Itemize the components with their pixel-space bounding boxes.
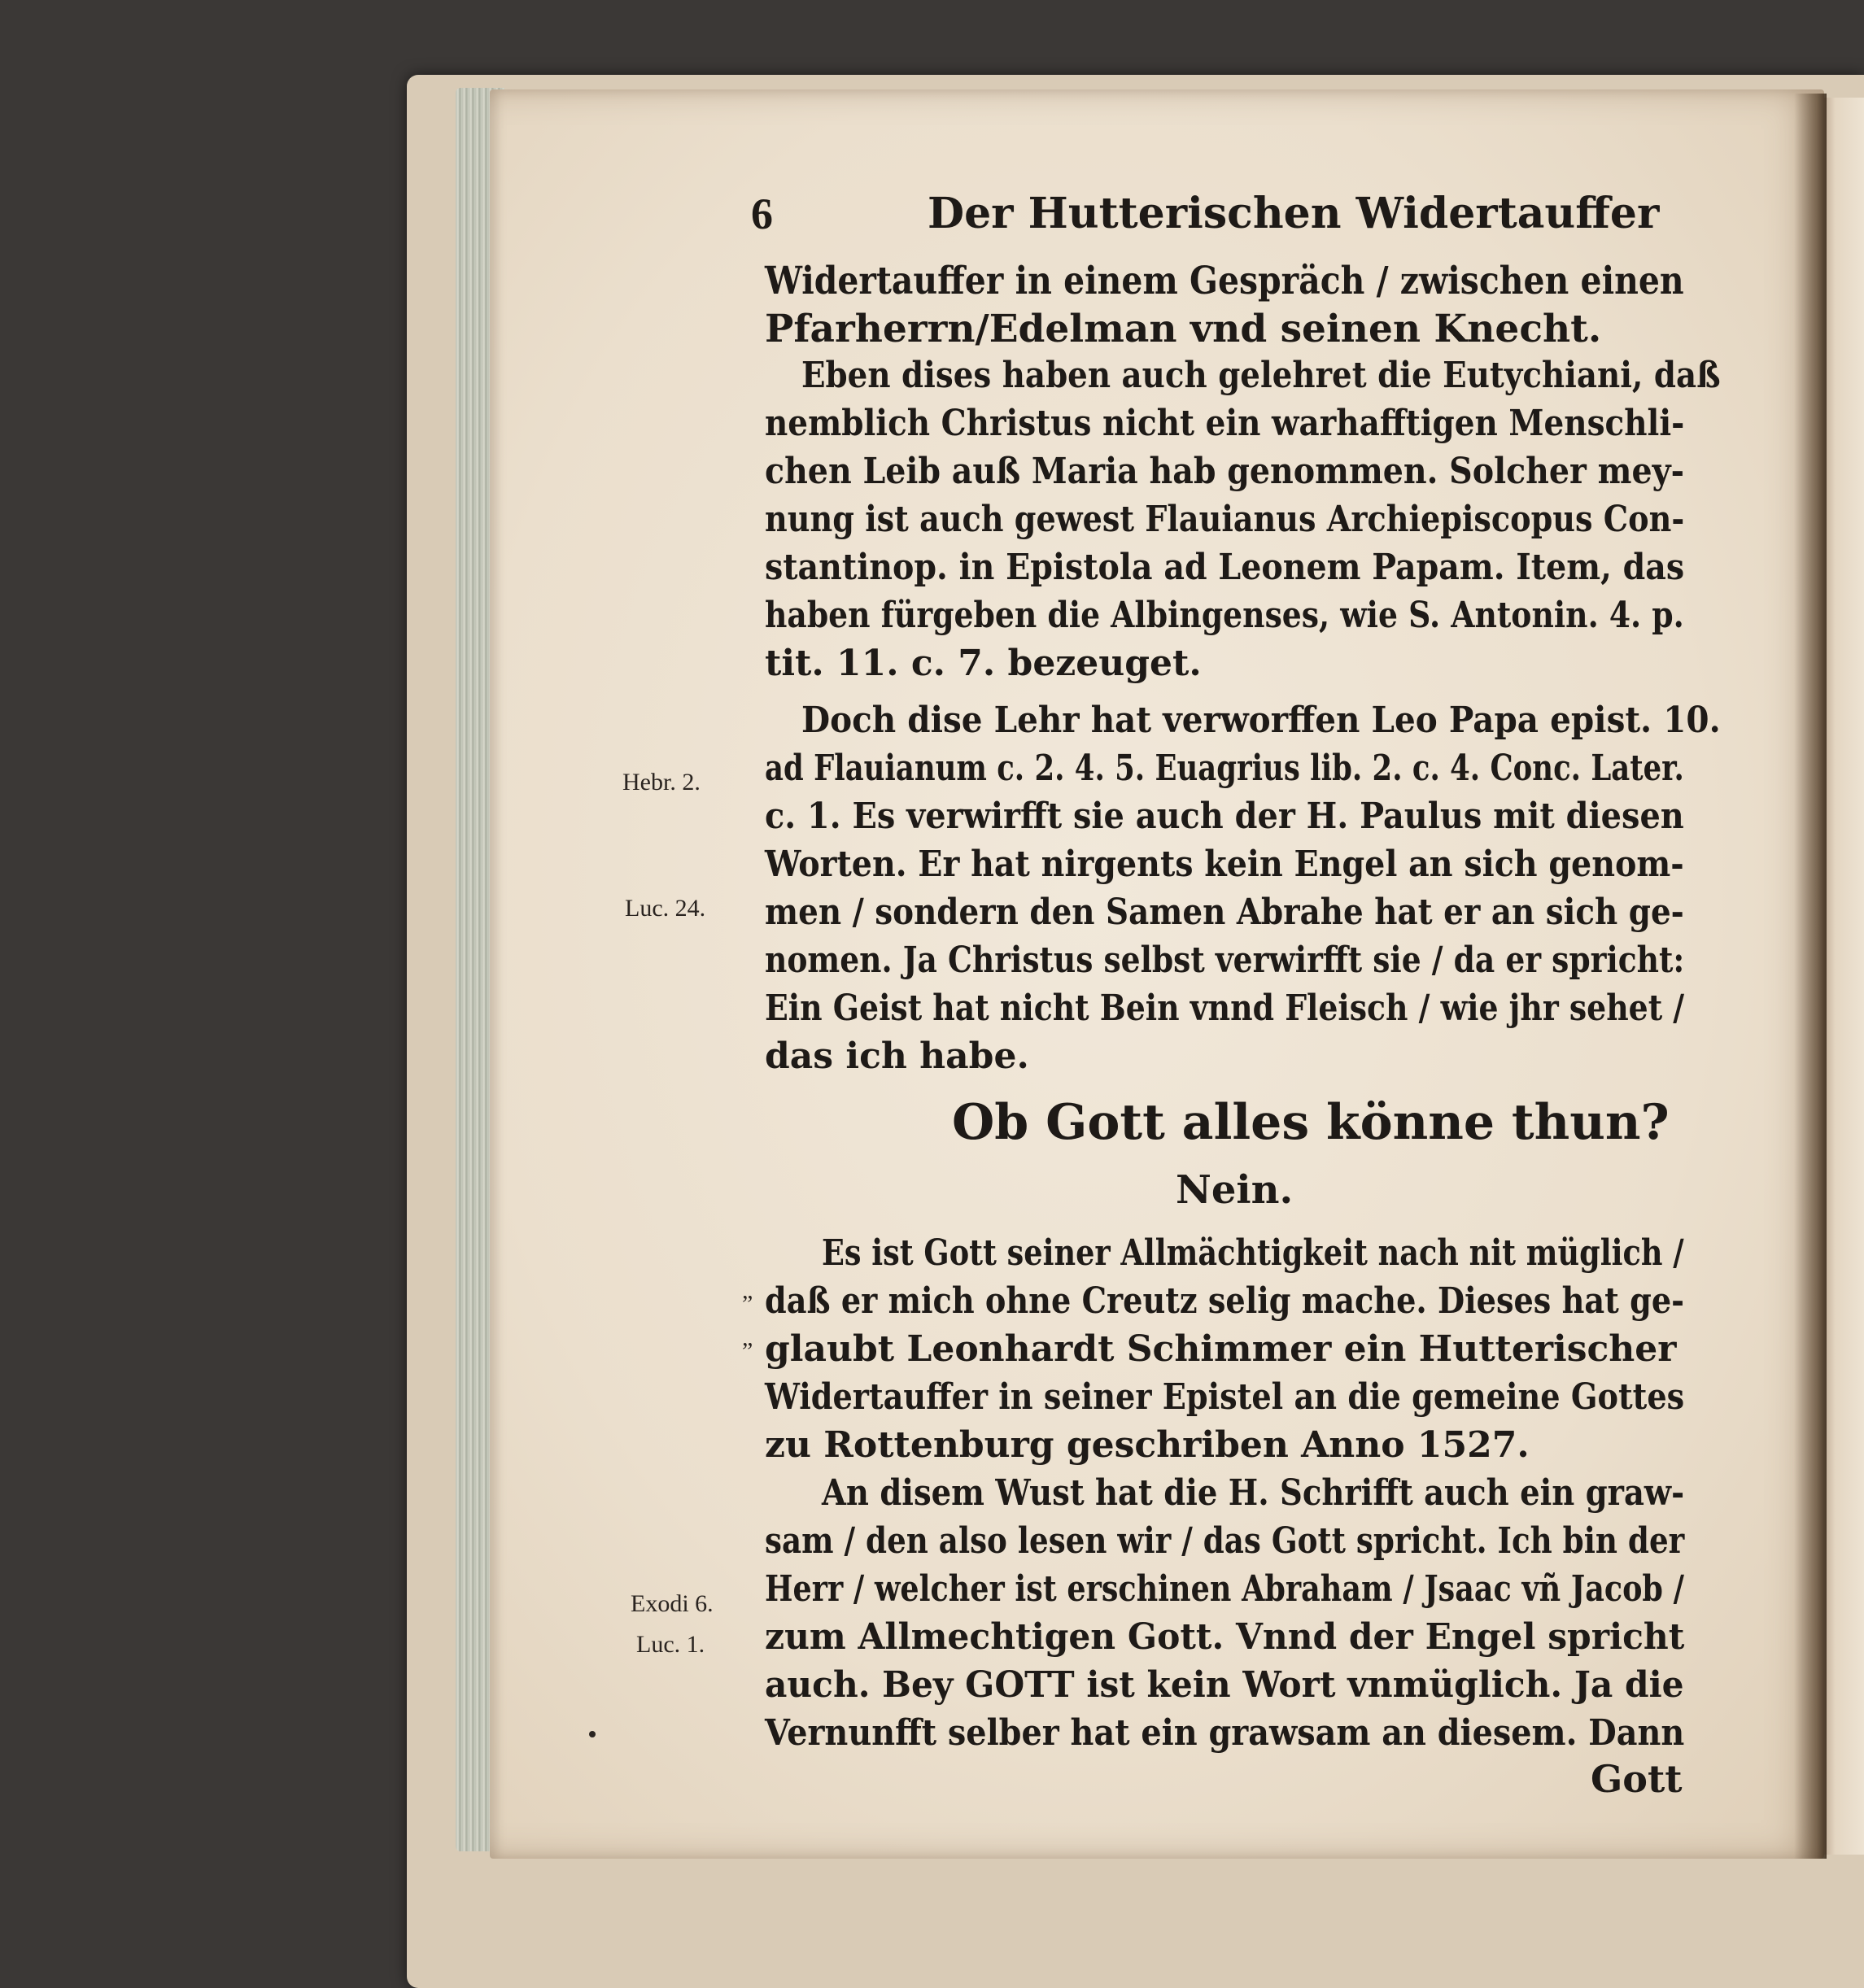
text-line: daß er mich ohne Creutz selig mache. Dieses hat ge- xyxy=(765,1280,1685,1322)
margin-note-luc1: Luc. 1. xyxy=(636,1631,705,1658)
text-line: glaubt Leonhardt Schimmer ein Hutterischer xyxy=(765,1328,1677,1370)
text-line: An disem Wust hat die H. Schrifft auch ein graw- xyxy=(822,1472,1685,1514)
text-line: nomen. Ja Christus selbst verwirfft sie / da er spricht: xyxy=(765,940,1685,981)
margin-dot xyxy=(589,1731,596,1737)
catchword: Gott xyxy=(1591,1757,1683,1801)
text-line: das ich habe. xyxy=(765,1035,1029,1077)
text-line: chen Leib auß Maria hab genommen. Solcher mey- xyxy=(765,451,1684,492)
text-line: tit. 11. c. 7. bezeuget. xyxy=(765,643,1202,684)
quote-mark: „ xyxy=(742,1277,753,1304)
margin-note-exodi: Exodi 6. xyxy=(631,1590,714,1617)
margin-note-luc24: Luc. 24. xyxy=(625,895,706,922)
quote-mark: „ xyxy=(742,1324,753,1351)
text-line: ad Flauianum c. 2. 4. 5. Euagrius lib. 2. c. 4. Conc. Later. xyxy=(765,748,1684,789)
gutter-shadow xyxy=(1794,94,1827,1859)
text-line: Widertauffer in seiner Epistel an die gemeine Gottes xyxy=(765,1376,1685,1418)
section-heading: Ob Gott alles könne thun? xyxy=(952,1094,1670,1151)
text-line: Vernunfft selber hat ein grawsam an diesem. Dann xyxy=(765,1712,1685,1754)
text-line: Es ist Gott seiner Allmächtigkeit nach nit müglich / xyxy=(822,1232,1684,1274)
text-line: stantinop. in Epistola ad Leonem Papam. Item, das xyxy=(765,547,1685,588)
text-line: Eben dises haben auch gelehret die Eutychiani, daß xyxy=(801,355,1721,396)
margin-note-hebr: Hebr. 2. xyxy=(622,769,701,796)
text-line: nemblich Christus nicht ein warhafftigen Menschli- xyxy=(765,403,1685,444)
text-line: zum Allmechtigen Gott. Vnnd der Engel spricht xyxy=(765,1616,1685,1658)
text-line: haben fürgeben die Albingenses, wie S. Antonin. 4. p. xyxy=(765,595,1684,636)
text-line: zu Rottenburg geschriben Anno 1527. xyxy=(765,1424,1530,1466)
answer-heading: Nein. xyxy=(1176,1167,1294,1213)
text-line: c. 1. Es verwirfft sie auch der H. Paulus mit diesen xyxy=(765,796,1684,837)
text-line: Herr / welcher ist erschinen Abraham / Jsaac vñ Jacob / xyxy=(765,1568,1684,1610)
text-line: Pfarherrn/Edelman vnd seinen Knecht. xyxy=(765,307,1602,351)
text-line: Worten. Er hat nirgents kein Engel an sich genom- xyxy=(765,844,1684,885)
page-number: 6 xyxy=(751,190,773,238)
text-line: Doch dise Lehr hat verworffen Leo Papa epist. 10. xyxy=(801,700,1721,741)
text-line: nung ist auch gewest Flauianus Archiepiscopus Con- xyxy=(765,499,1685,540)
text-line: men / sondern den Samen Abrahe hat er an sich ge- xyxy=(765,892,1684,933)
text-line: auch. Bey GOTT ist kein Wort vnmüglich. Ja die xyxy=(765,1664,1684,1706)
running-head: Der Hutterischen Widertauffer xyxy=(928,189,1660,238)
text-line: Widertauffer in einem Gespräch / zwischen einen xyxy=(765,259,1684,303)
text-line: sam / den also lesen wir / das Gott spricht. Ich bin der xyxy=(765,1520,1685,1562)
text-line: Ein Geist hat nicht Bein vnnd Fleisch / wie jhr sehet / xyxy=(765,987,1685,1029)
